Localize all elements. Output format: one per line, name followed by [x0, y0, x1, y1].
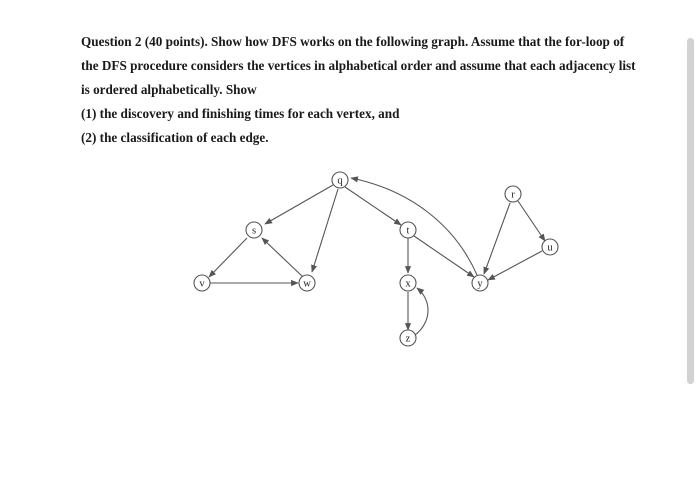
question-line-1: Question 2 (40 points). Show how DFS works on the following graph. Assume that the for-loop of — [81, 34, 625, 49]
question-line-3: is ordered alphabetically. Show — [81, 82, 257, 97]
edge-r-y — [484, 203, 510, 274]
node-x — [400, 275, 416, 291]
scrollbar-thumb[interactable] — [687, 38, 694, 384]
node-q-label: q — [337, 175, 343, 187]
node-u — [542, 239, 558, 255]
edge-q-t — [345, 187, 401, 225]
vertical-scrollbar[interactable] — [687, 38, 694, 384]
node-z — [400, 330, 416, 346]
node-z-label: z — [405, 333, 411, 345]
node-r — [505, 186, 521, 202]
edge-s-v — [209, 238, 247, 277]
node-y-label: y — [477, 278, 483, 290]
node-x-label: x — [405, 278, 411, 290]
node-w-label: w — [303, 278, 311, 290]
question-line-2: the DFS procedure considers the vertices in alphabetical order and assume that each adjacency list — [81, 58, 636, 73]
node-q — [332, 172, 348, 188]
node-s-label: s — [251, 225, 257, 237]
edge-w-s — [262, 238, 303, 277]
node-t-label: t — [406, 225, 410, 237]
question-line-5: (2) the classification of each edge. — [81, 130, 269, 145]
node-v-label: v — [199, 278, 205, 290]
node-v — [194, 275, 210, 291]
node-u-label: u — [547, 242, 553, 254]
edge-z-x — [415, 288, 428, 335]
node-s — [246, 222, 262, 238]
edge-t-y — [414, 236, 474, 277]
node-r-label: r — [511, 189, 515, 201]
node-y — [472, 275, 488, 291]
node-t — [400, 222, 416, 238]
node-w — [299, 275, 315, 291]
edge-q-w — [312, 189, 338, 272]
question-line-4: (1) the discovery and finishing times for each vertex, and — [81, 106, 400, 121]
edge-u-y — [488, 251, 542, 280]
edge-r-u — [518, 201, 545, 241]
edge-q-s — [265, 185, 333, 224]
